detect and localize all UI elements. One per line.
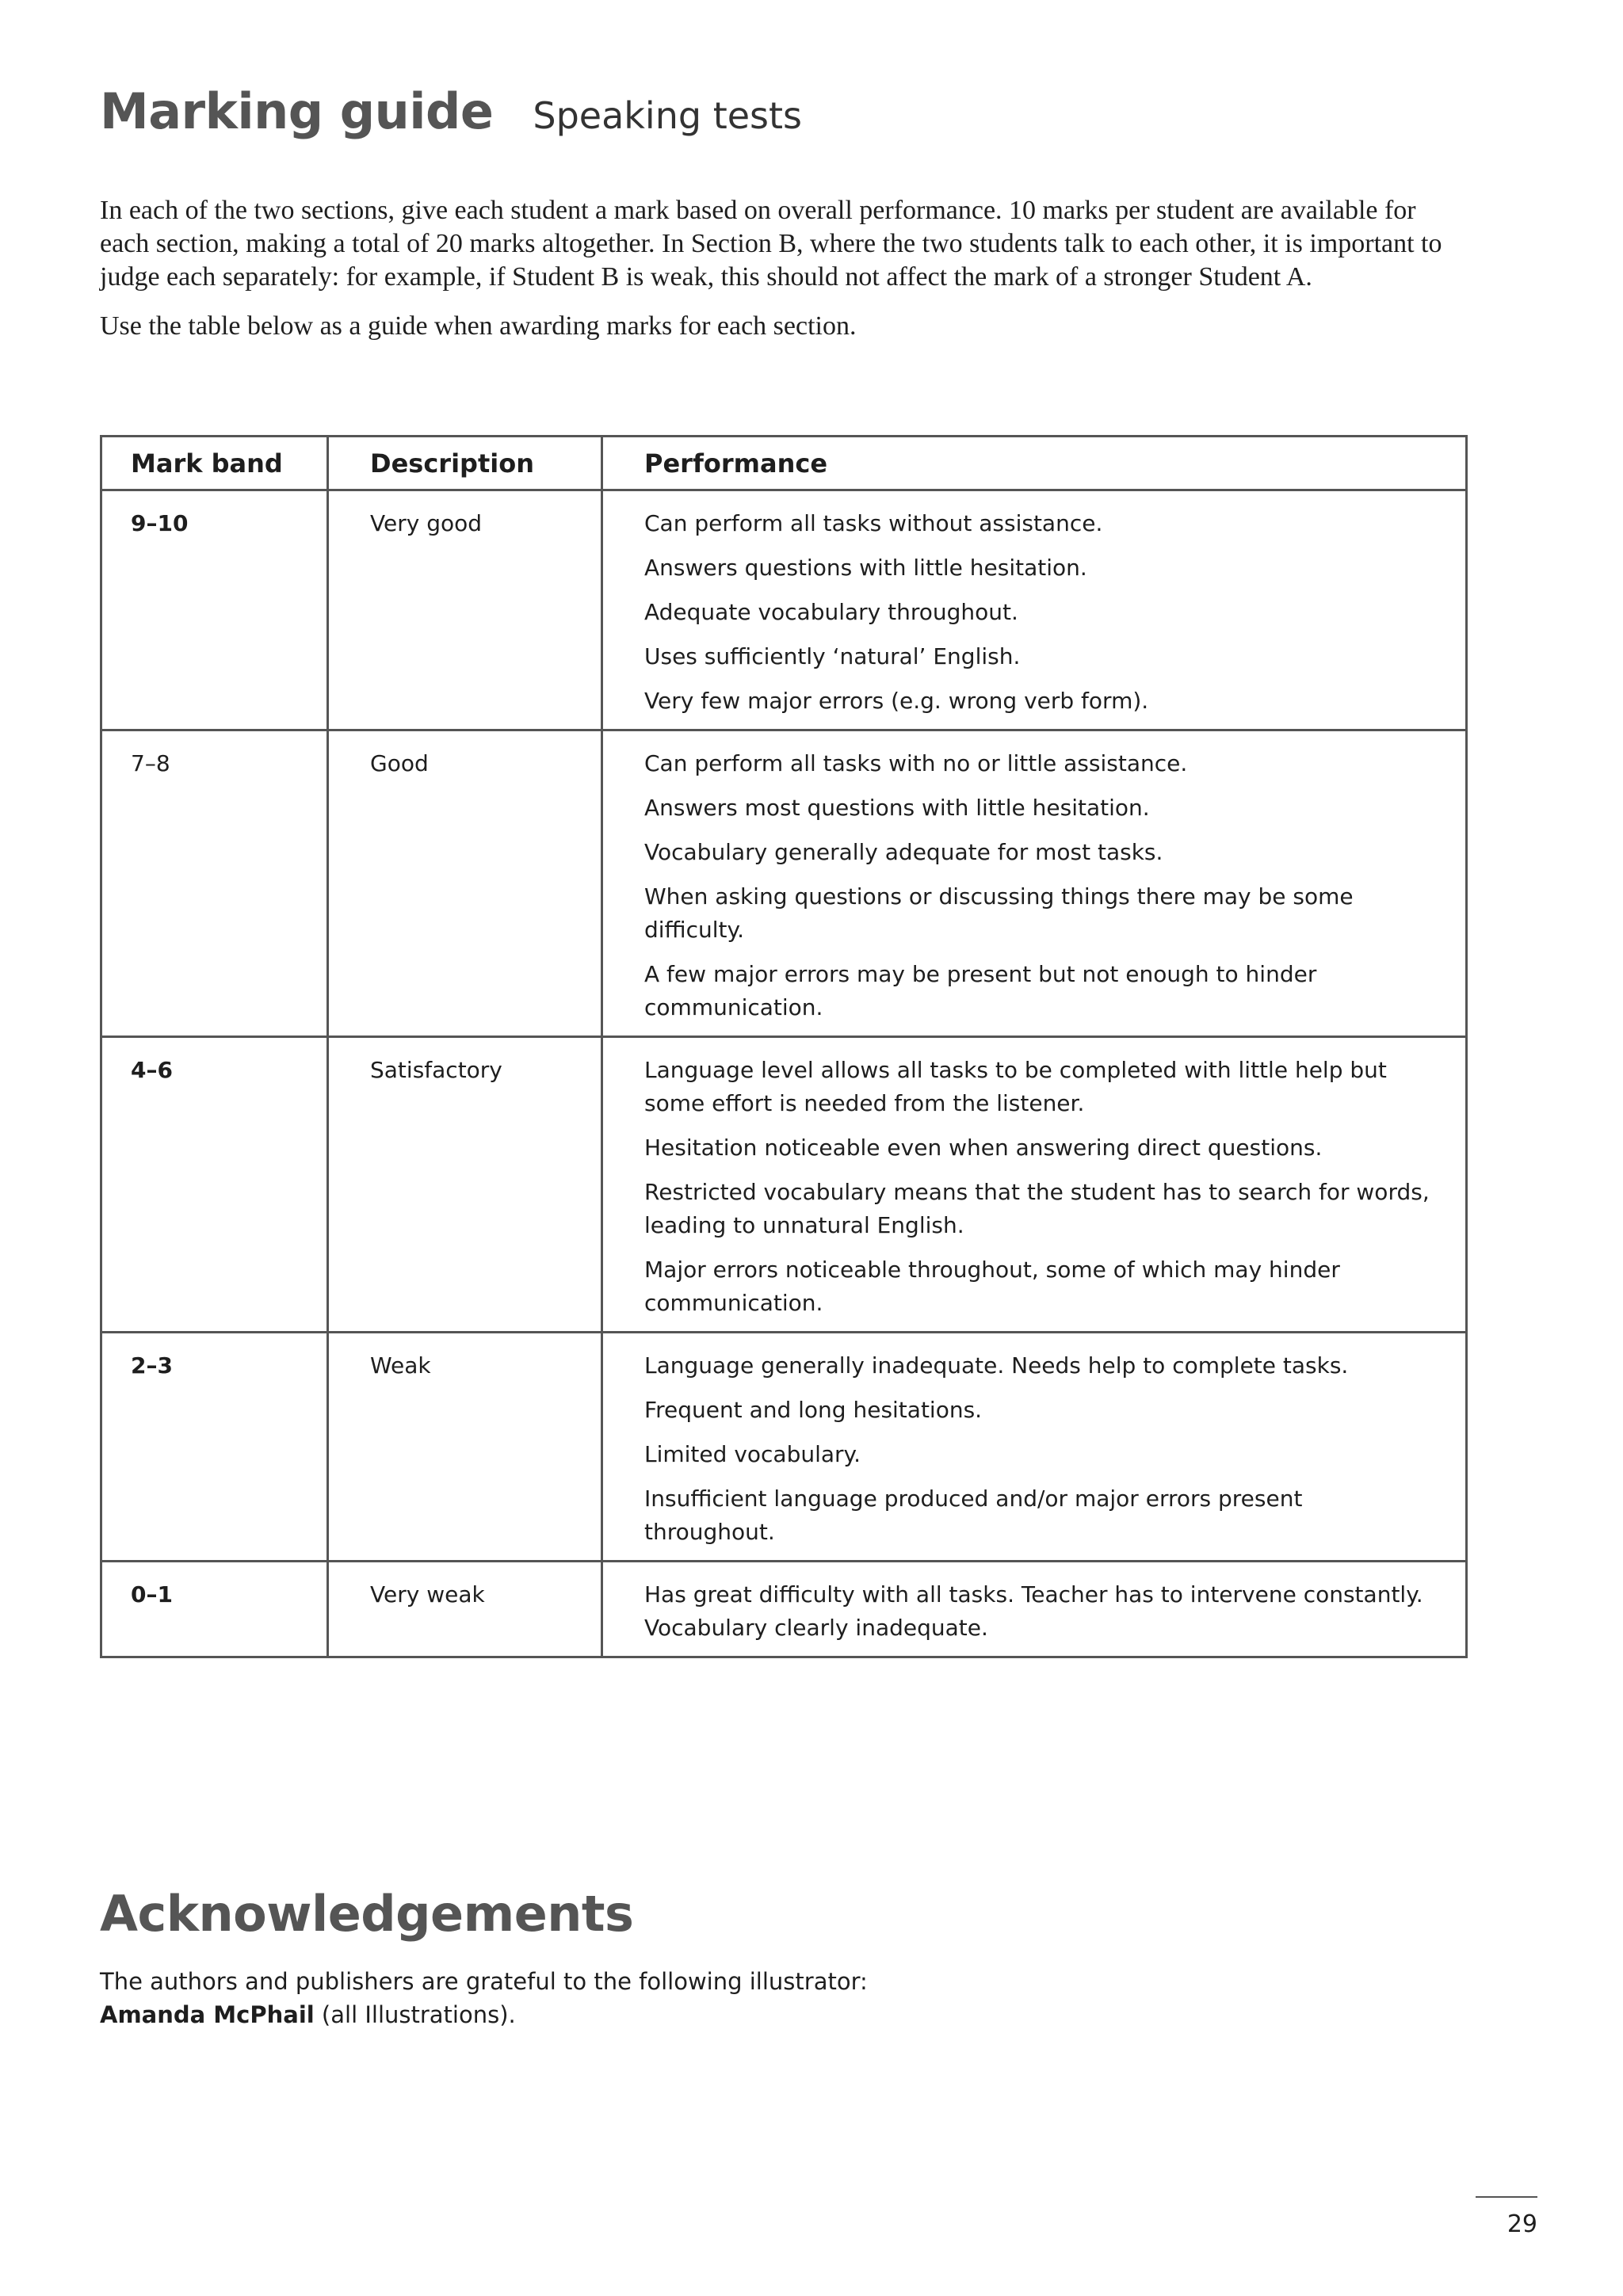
illustrator-name: Amanda McPhail xyxy=(100,2001,315,2028)
mark-band-cell: 4–6 xyxy=(101,1037,328,1333)
marking-guide-table xyxy=(100,435,1468,1658)
performance-line: Hesitation noticeable even when answering direct questions. xyxy=(644,1135,1323,1161)
performance-cell xyxy=(602,490,1467,730)
intro-text xyxy=(100,194,1455,359)
page-subtitle: Speaking tests xyxy=(533,94,802,137)
illustrator-note: (all Illustrations). xyxy=(321,2001,516,2028)
table-row xyxy=(101,730,1467,1037)
page-title xyxy=(100,82,802,140)
performance-line: Frequent and long hesitations. xyxy=(644,1397,983,1423)
table-header-row xyxy=(101,437,1467,490)
performance-line: A few major errors may be present but not enough to hinder communication. xyxy=(644,961,1317,1020)
performance-cell xyxy=(602,1037,1467,1333)
performance-line: Can perform all tasks with no or little assistance. xyxy=(644,750,1188,776)
page-title-main: Marking guide xyxy=(100,82,494,140)
acknowledgements-title: Acknowledgements xyxy=(100,1885,634,1943)
performance-line: Limited vocabulary. xyxy=(644,1441,861,1467)
performance-line: Very few major errors (e.g. wrong verb form). xyxy=(644,688,1149,714)
performance-line: When asking questions or discussing things there may be some difficulty. xyxy=(644,883,1354,943)
header-description: Description xyxy=(328,437,602,490)
description-cell: Satisfactory xyxy=(328,1037,602,1333)
table-row xyxy=(101,1037,1467,1333)
performance-line: Uses sufficiently ‘natural’ English. xyxy=(644,643,1021,669)
page-number-rule xyxy=(1476,2196,1537,2198)
performance-cell xyxy=(602,1333,1467,1562)
performance-line: Language level allows all tasks to be completed with little help but some effort is needed from the listener. xyxy=(644,1057,1387,1116)
header-performance: Performance xyxy=(602,437,1467,490)
description-cell: Good xyxy=(328,730,602,1037)
acknowledgements-line: The authors and publishers are grateful to the following illustrator: xyxy=(100,1968,868,1995)
performance-line: Major errors noticeable throughout, some of which may hinder communication. xyxy=(644,1257,1340,1316)
page-number: 29 xyxy=(1507,2210,1537,2238)
mark-band-cell: 2–3 xyxy=(101,1333,328,1562)
performance-line: Vocabulary clearly inadequate. xyxy=(644,1615,988,1641)
performance-cell xyxy=(602,1562,1467,1657)
header-mark-band: Mark band xyxy=(101,437,328,490)
table-row xyxy=(101,1562,1467,1657)
mark-band-cell: 9–10 xyxy=(101,490,328,730)
table-row xyxy=(101,1333,1467,1562)
description-cell: Weak xyxy=(328,1333,602,1562)
intro-paragraph: In each of the two sections, give each student a mark based on overall performance. 10 marks per student are available for each section, making a total of 20 marks altogether. In Section B, where the two students talk to each other, it is important to judge each separately: for example, if Student B is weak, this should not affect the mark of a stronger Student A. xyxy=(100,196,1442,292)
performance-line: Answers most questions with little hesitation. xyxy=(644,795,1150,821)
performance-line: Insufficient language produced and/or major errors present throughout. xyxy=(644,1486,1303,1545)
performance-line: Vocabulary generally adequate for most tasks. xyxy=(644,839,1163,865)
intro-paragraph: Use the table below as a guide when awarding marks for each section. xyxy=(100,311,857,341)
acknowledgements-text xyxy=(100,1965,868,2031)
mark-band-cell: 7–8 xyxy=(101,730,328,1037)
performance-line: Restricted vocabulary means that the student has to search for words, leading to unnatural English. xyxy=(644,1179,1430,1238)
performance-line: Answers questions with little hesitation. xyxy=(644,555,1087,581)
performance-line: Adequate vocabulary throughout. xyxy=(644,599,1018,625)
illustrator-credit xyxy=(100,1998,868,2031)
performance-cell xyxy=(602,730,1467,1037)
mark-band-cell: 0–1 xyxy=(101,1562,328,1657)
table-row xyxy=(101,490,1467,730)
performance-line: Has great difficulty with all tasks. Teacher has to intervene constantly. xyxy=(644,1581,1423,1608)
description-cell: Very weak xyxy=(328,1562,602,1657)
performance-line: Language generally inadequate. Needs help to complete tasks. xyxy=(644,1352,1349,1379)
description-cell: Very good xyxy=(328,490,602,730)
performance-line: Can perform all tasks without assistance. xyxy=(644,510,1103,536)
